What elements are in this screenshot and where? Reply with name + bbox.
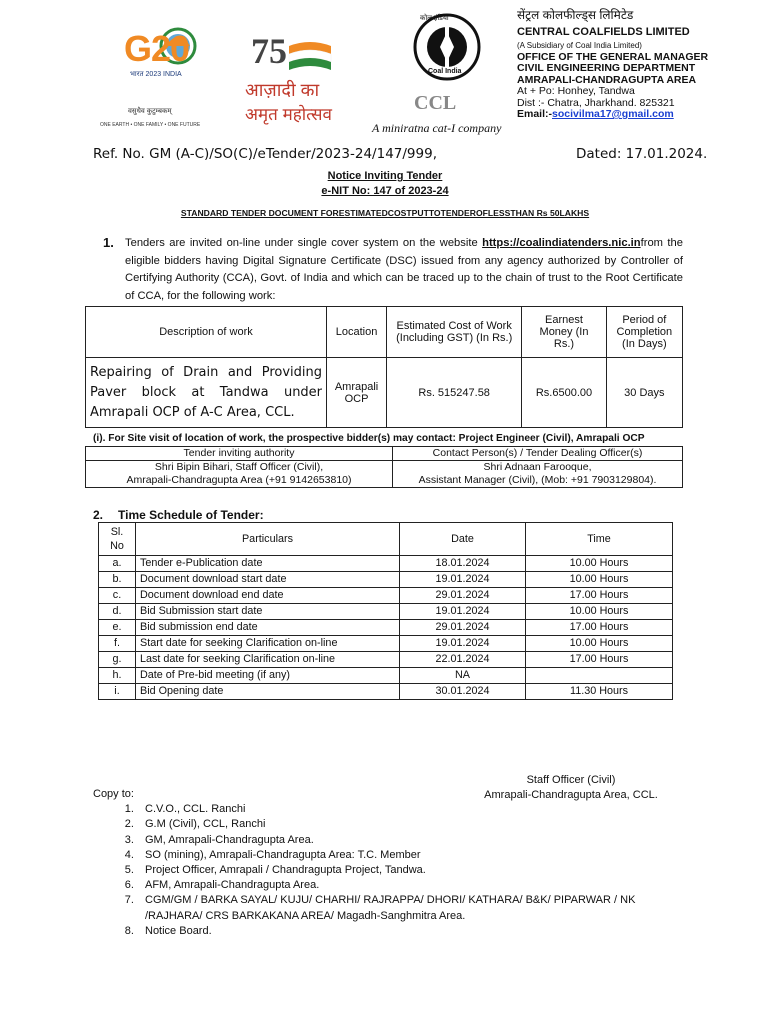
row-sl: b. (99, 572, 136, 588)
contact-person-cell (393, 461, 683, 488)
row-date: 22.01.2024 (400, 652, 526, 668)
row-time: 17.00 Hours (526, 620, 673, 636)
g20-tagline: भारत 2023 INDIA (130, 71, 182, 78)
work-table-row (86, 358, 683, 428)
header-sl: Sl. No (99, 523, 136, 556)
schedule-row (99, 668, 673, 684)
copy-to-list (93, 802, 693, 939)
tender-authority-header: Tender inviting authority (86, 447, 393, 461)
work-table-header-row (86, 307, 683, 358)
header-particulars: Particulars (136, 523, 400, 556)
email-label: Email:- (517, 108, 553, 120)
row-particulars: Bid Opening date (136, 684, 400, 700)
section-2-number: 2. (93, 508, 104, 522)
copy-to-item: 2. G.M (Civil), CCL, Ranchi (137, 817, 693, 832)
office-line-2: CIVIL ENGINEERING DEPARTMENT (517, 62, 696, 74)
contact-person-header: Contact Person(s) / Tender Dealing Officer(s) (393, 447, 683, 461)
enit-number: e-NIT No: 147 of 2023-24 (321, 185, 449, 197)
header-description: Description of work (86, 307, 327, 358)
row-date: 19.01.2024 (400, 636, 526, 652)
azadi-number: 75 (251, 31, 287, 71)
contact-table (85, 446, 683, 488)
row-date: 29.01.2024 (400, 588, 526, 604)
office-line-1: OFFICE OF THE GENERAL MANAGER (517, 50, 709, 63)
schedule-row (99, 572, 673, 588)
coal-india-logo (398, 12, 498, 122)
row-particulars: Tender e-Publication date (136, 556, 400, 572)
row-sl: f. (99, 636, 136, 652)
schedule-row (99, 652, 673, 668)
copy-to-block (93, 787, 693, 939)
company-name-hindi: सेंट्रल कोलफील्ड्स लिमिटेड (517, 8, 634, 22)
g20-logo (96, 14, 216, 134)
office-line-3: AMRAPALI-CHANDRAGUPTA AREA (517, 73, 697, 86)
section-1-paragraph (125, 235, 683, 305)
signatory-area: Amrapali-Chandragupta Area, CCL. (484, 789, 658, 801)
coal-india-english-text: Coal India (428, 68, 462, 75)
azadi-text-line2: अमृत महोत्सव (245, 105, 332, 124)
tender-authority-name: Shri Bipin Bihari, Staff Officer (Civil), (154, 461, 324, 473)
schedule-row (99, 556, 673, 572)
email-line (517, 109, 767, 121)
header-location: Location (327, 307, 387, 358)
subsidiary-note: (A Subsidiary of Coal India Limited) (517, 41, 642, 50)
tender-authority-area: Amrapali-Chandragupta Area (+91 9142653810) (126, 474, 352, 486)
row-particulars: Bid Submission start date (136, 604, 400, 620)
schedule-row (99, 684, 673, 700)
work-cost: Rs. 515247.58 (387, 358, 522, 428)
row-particulars: Last date for seeking Clarification on-line (136, 652, 400, 668)
row-sl: e. (99, 620, 136, 636)
copy-to-item: 6. AFM, Amrapali-Chandragupta Area. (137, 878, 693, 893)
ccl-label: CCL (414, 92, 457, 114)
row-date: 30.01.2024 (400, 684, 526, 700)
signatory-designation: Staff Officer (Civil) (526, 774, 616, 786)
work-description: Repairing of Drain and Providing Paver block at Tandwa under Amrapali OCP of A-C Area, CCL. (86, 358, 327, 428)
header-earnest-money: Earnest Money (In Rs.) (522, 307, 606, 358)
miniratna-tagline: A miniratna cat-I company (372, 121, 502, 135)
row-particulars: Document download start date (136, 572, 400, 588)
g20-motto-hindi: वसुधैव कुटुम्बकम् (128, 108, 172, 115)
row-sl: d. (99, 604, 136, 620)
g20-text: G20 (124, 28, 190, 69)
section-1-text-a: Tenders are invited on-line under single cover system on the website (125, 237, 483, 249)
contact-person-name: Shri Adnaan Farooque, (483, 461, 592, 473)
schedule-row (99, 588, 673, 604)
row-sl: h. (99, 668, 136, 684)
azadi-ka-amrit-mahotsav-logo (245, 30, 365, 130)
row-date: 18.01.2024 (400, 556, 526, 572)
work-table (85, 306, 683, 428)
header-date: Date (400, 523, 526, 556)
tender-website-link[interactable]: https://coalindiatenders.nic.in (482, 237, 641, 249)
company-name: CENTRAL COALFIELDS LIMITED (517, 25, 690, 38)
copy-to-label: Copy to: (93, 788, 134, 800)
work-emd: Rs.6500.00 (522, 358, 606, 428)
work-location: Amrapali OCP (327, 358, 387, 428)
schedule-row (99, 620, 673, 636)
notice-title: Notice Inviting Tender (327, 170, 443, 182)
email-link[interactable]: socivilma17@gmail.com (552, 108, 674, 120)
row-time: 10.00 Hours (526, 636, 673, 652)
tender-authority-cell (86, 461, 393, 488)
flag-icon (285, 40, 335, 80)
row-time: 10.00 Hours (526, 572, 673, 588)
schedule-table (98, 522, 673, 700)
g20-motto-english: ONE EARTH • ONE FAMILY • ONE FUTURE (100, 122, 201, 128)
row-time: 10.00 Hours (526, 556, 673, 572)
work-period: 30 Days (606, 358, 682, 428)
section-2-title: Time Schedule of Tender: (118, 508, 264, 522)
row-date: 19.01.2024 (400, 572, 526, 588)
row-date: NA (400, 668, 526, 684)
row-time: 11.30 Hours (526, 684, 673, 700)
schedule-row (99, 636, 673, 652)
dated: Dated: 17.01.2024. (576, 146, 708, 162)
row-sl: g. (99, 652, 136, 668)
section-1-number: 1. (103, 235, 114, 250)
company-address-block (517, 10, 767, 121)
standard-tender-heading: STANDARD TENDER DOCUMENT FORESTIMATEDCOSTPUTTOTENDEROFLESSTHAN Rs 50LAKHS (180, 208, 590, 218)
row-sl: a. (99, 556, 136, 572)
header-time: Time (526, 523, 673, 556)
site-visit-heading: (i). For Site visit of location of work, the prospective bidder(s) may contact: Project Engineer (Civil), Amrapali OCP (93, 433, 645, 444)
row-particulars: Bid submission end date (136, 620, 400, 636)
azadi-text-line1: आज़ादी का (245, 80, 320, 100)
address-line-2: Dist :- Chatra, Jharkhand. 825321 (517, 96, 675, 109)
row-date: 19.01.2024 (400, 604, 526, 620)
copy-to-item: 4. SO (mining), Amrapali-Chandragupta Area: T.C. Member (137, 848, 693, 863)
copy-to-item: 5. Project Officer, Amrapali / Chandragupta Project, Tandwa. (137, 863, 693, 878)
row-sl: i. (99, 684, 136, 700)
row-particulars: Date of Pre-bid meeting (if any) (136, 668, 400, 684)
row-time (526, 668, 673, 684)
schedule-header-row (99, 523, 673, 556)
row-time: 17.00 Hours (526, 588, 673, 604)
schedule-row (99, 604, 673, 620)
copy-to-item: 3. GM, Amrapali-Chandragupta Area. (137, 833, 693, 848)
coal-india-hindi-text: कोल इंडिया (420, 15, 449, 22)
row-sl: c. (99, 588, 136, 604)
row-particulars: Start date for seeking Clarification on-line (136, 636, 400, 652)
copy-to-item: 8. Notice Board. (137, 924, 693, 939)
header-estimated-cost: Estimated Cost of Work (Including GST) (In Rs.) (387, 307, 522, 358)
header-period: Period of Completion (In Days) (606, 307, 682, 358)
row-particulars: Document download end date (136, 588, 400, 604)
contact-person-role: Assistant Manager (Civil), (Mob: +91 7903129804). (418, 474, 657, 486)
copy-to-item: 1. C.V.O., CCL. Ranchi (137, 802, 693, 817)
reference-number: Ref. No. GM (A-C)/SO(C)/eTender/2023-24/147/999, (93, 146, 437, 162)
address-line-1: At + Po: Honhey, Tandwa (517, 85, 635, 97)
row-time: 17.00 Hours (526, 652, 673, 668)
row-time: 10.00 Hours (526, 604, 673, 620)
section-1-text-b: from the eligible bidders having Digital Signature Certificate (DSC) issued from any agency authorized by Controller of Certifying Authority (CCA), Govt. of India and which can be traced up to the chain of trust to the Root Certificate of CCA, for the following work: (125, 237, 683, 302)
row-date: 29.01.2024 (400, 620, 526, 636)
copy-to-item: 7. CGM/GM / BARKA SAYAL/ KUJU/ CHARHI/ RAJRAPPA/ DHORI/ KATHARA/ B&K/ PIPARWAR / NK /RAJHARA/ CRS BARKAKANA AREA/ Magadh-Sanghmitra Area. (137, 893, 645, 923)
